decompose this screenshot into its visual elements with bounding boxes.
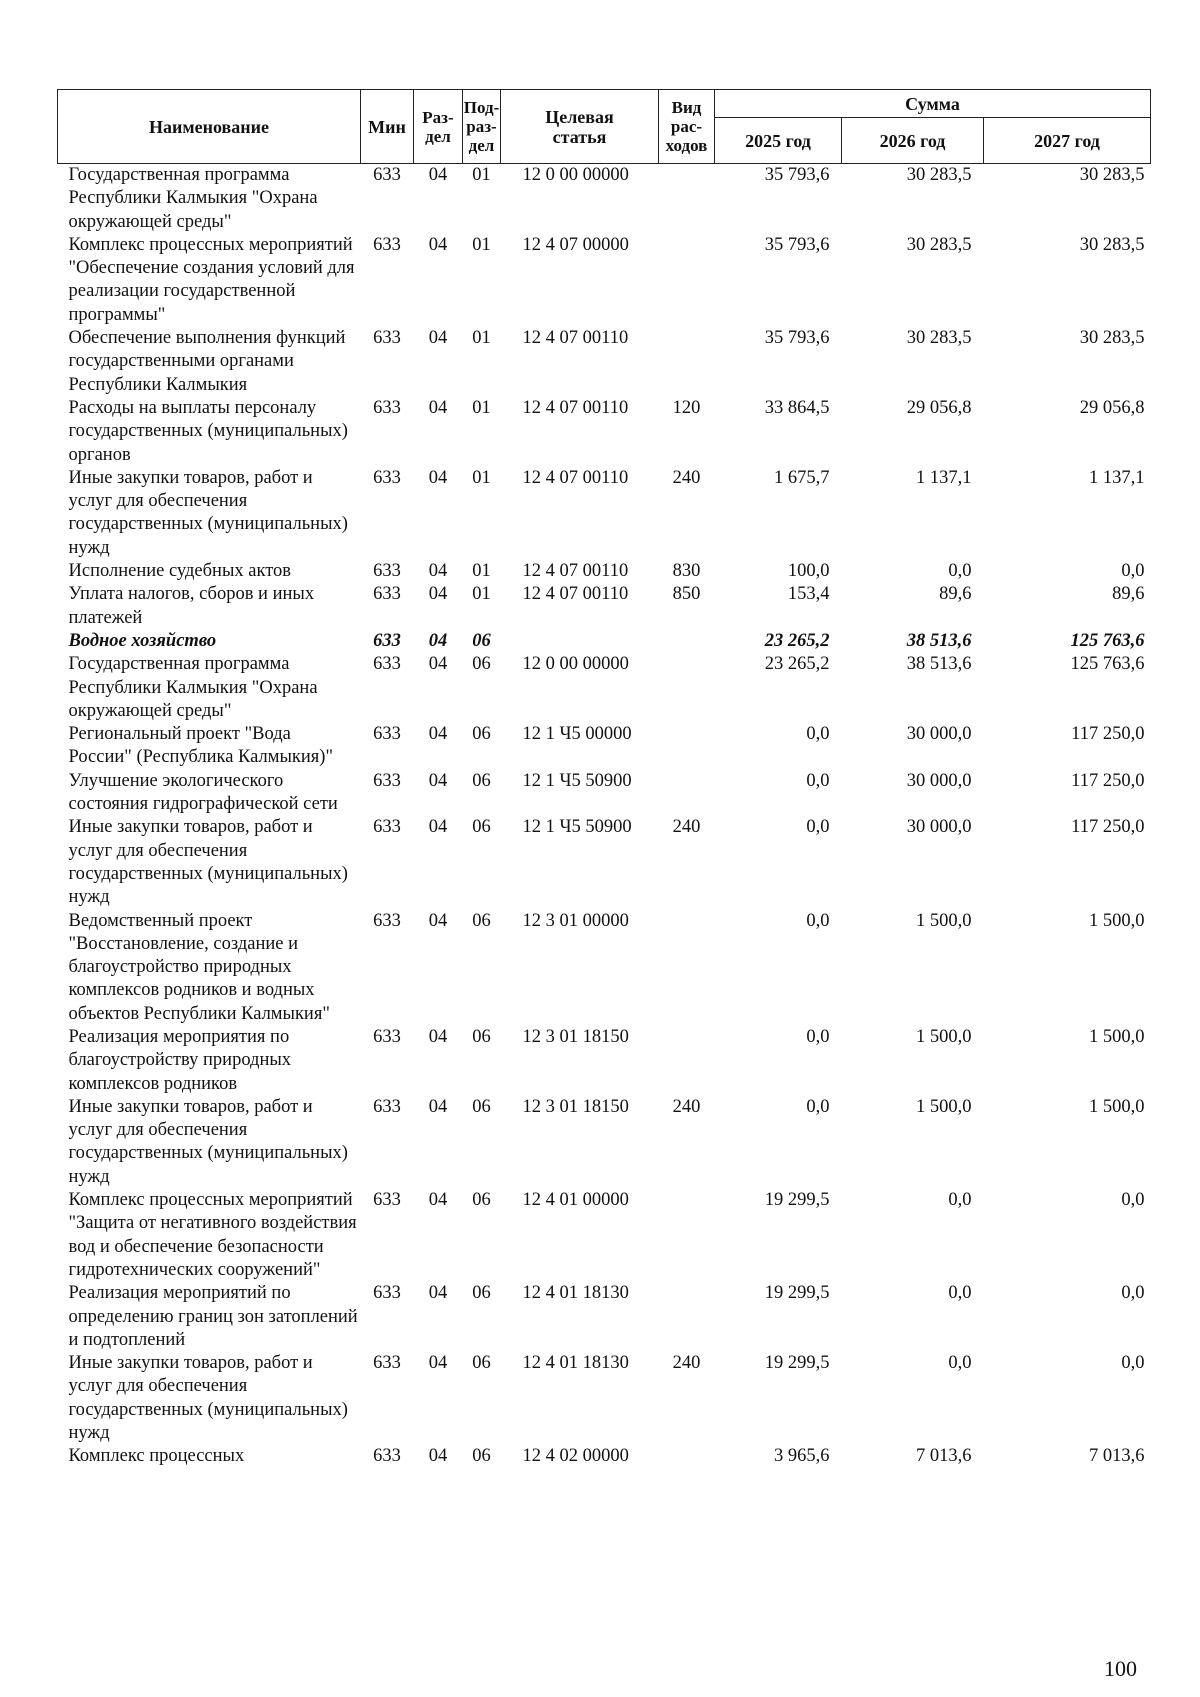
row-podrazdel: 01 bbox=[472, 584, 491, 605]
row-sum-2025: 0,0 bbox=[806, 817, 830, 838]
row-podrazdel: 01 bbox=[472, 165, 491, 185]
row-podrazdel: 06 bbox=[472, 1190, 491, 1211]
row-razdel: 04 bbox=[428, 397, 448, 418]
row-sum-2027: 1 137,1 bbox=[1089, 467, 1145, 488]
row-sum-2027: 125 763,6 bbox=[1070, 654, 1145, 675]
row-min: 633 bbox=[373, 328, 401, 349]
row-razdel: 04 bbox=[428, 910, 448, 931]
row-podrazdel: 06 bbox=[472, 1283, 491, 1304]
table-row bbox=[58, 467, 1151, 560]
header-2025: 2025 год bbox=[715, 118, 842, 164]
row-vid bbox=[659, 327, 715, 397]
row-sum-2025: 1 675,7 bbox=[774, 467, 830, 488]
row-podrazdel: 01 bbox=[472, 561, 491, 582]
row-celevaya: 12 0 00 00000 bbox=[522, 654, 629, 675]
row-min: 633 bbox=[373, 1026, 401, 1047]
row-sum-2026: 1 137,1 bbox=[916, 467, 972, 488]
row-sum-2027: 29 056,8 bbox=[1079, 397, 1145, 418]
row-sum-2027: 0,0 bbox=[1121, 1190, 1145, 1211]
row-razdel: 04 bbox=[428, 724, 448, 745]
table-row bbox=[58, 653, 1151, 723]
row-name: Комплекс процессных мероприятий "Защита от негативного воздействия вод и обеспечение безопасности гидротехнических сооружений" bbox=[68, 1190, 357, 1280]
header-summa: Сумма bbox=[715, 90, 1151, 118]
row-razdel: 04 bbox=[428, 1026, 448, 1047]
row-podrazdel: 06 bbox=[472, 910, 491, 931]
row-name: Расходы на выплаты персоналу государственных (муниципальных) органов bbox=[68, 397, 348, 465]
row-razdel: 04 bbox=[428, 328, 448, 349]
row-name: Реализация мероприятий по определению границ зон затоплений и подтоплений bbox=[68, 1283, 358, 1350]
header-2027: 2027 год bbox=[984, 118, 1151, 164]
row-celevaya: 12 1 Ч5 00000 bbox=[522, 724, 632, 745]
table-row bbox=[58, 164, 1151, 234]
row-podrazdel: 06 bbox=[472, 1353, 491, 1374]
row-min: 633 bbox=[373, 561, 401, 582]
row-sum-2027: 0,0 bbox=[1121, 1353, 1145, 1374]
page-number: 100 bbox=[1104, 1656, 1137, 1681]
row-sum-2026: 7 013,6 bbox=[916, 1446, 972, 1467]
row-sum-2026: 30 000,0 bbox=[906, 770, 972, 791]
row-celevaya: 12 4 01 18130 bbox=[522, 1283, 629, 1304]
row-sum-2026: 0,0 bbox=[948, 1283, 972, 1304]
row-celevaya: 12 4 07 00110 bbox=[522, 397, 629, 418]
row-podrazdel: 06 bbox=[472, 1026, 491, 1047]
row-sum-2025: 3 965,6 bbox=[774, 1446, 830, 1467]
row-sum-2027: 30 283,5 bbox=[1079, 165, 1145, 185]
row-sum-2026: 1 500,0 bbox=[916, 910, 972, 931]
row-razdel: 04 bbox=[428, 654, 448, 675]
header-razdel: Раз- дел bbox=[414, 90, 463, 164]
row-razdel: 04 bbox=[428, 817, 448, 838]
row-podrazdel: 01 bbox=[472, 467, 491, 488]
row-min: 633 bbox=[373, 724, 401, 745]
row-sum-2026: 29 056,8 bbox=[906, 397, 972, 418]
row-sum-2025: 35 793,6 bbox=[764, 165, 830, 185]
row-celevaya: 12 4 07 00110 bbox=[522, 328, 629, 349]
row-sum-2026: 0,0 bbox=[948, 1190, 972, 1211]
row-sum-2025: 19 299,5 bbox=[764, 1283, 830, 1304]
row-sum-2026: 30 000,0 bbox=[906, 724, 972, 745]
row-vid bbox=[659, 723, 715, 770]
table-row bbox=[58, 1096, 1151, 1189]
row-min: 633 bbox=[373, 654, 401, 675]
row-sum-2026: 89,6 bbox=[939, 584, 972, 605]
row-razdel: 04 bbox=[428, 770, 448, 791]
row-podrazdel: 06 bbox=[472, 770, 491, 791]
row-name: Государственная программа Республики Калмыкия "Охрана окружающей среды" bbox=[68, 654, 318, 721]
row-name: Государственная программа Республики Калмыкия "Охрана окружающей среды" bbox=[68, 165, 318, 232]
table-row bbox=[58, 770, 1151, 817]
row-sum-2026: 30 283,5 bbox=[906, 234, 972, 255]
row-sum-2025: 0,0 bbox=[806, 1026, 830, 1047]
row-celevaya: 12 4 02 00000 bbox=[522, 1446, 629, 1467]
row-min: 633 bbox=[373, 397, 401, 418]
row-min: 633 bbox=[373, 234, 401, 255]
budget-table-page bbox=[57, 89, 1150, 1469]
table-row bbox=[58, 560, 1151, 583]
row-celevaya: 12 1 Ч5 50900 bbox=[522, 770, 632, 791]
table-row bbox=[58, 1282, 1151, 1352]
row-podrazdel: 01 bbox=[472, 397, 491, 418]
row-razdel: 04 bbox=[428, 467, 448, 488]
row-sum-2027: 117 250,0 bbox=[1071, 724, 1145, 745]
row-name: Исполнение судебных актов bbox=[68, 561, 292, 582]
row-razdel: 04 bbox=[428, 561, 448, 582]
row-podrazdel: 06 bbox=[472, 1096, 491, 1117]
header-vid: Вид рас- ходов bbox=[659, 90, 715, 164]
row-sum-2027: 89,6 bbox=[1112, 584, 1145, 605]
row-sum-2026: 30 000,0 bbox=[906, 817, 972, 838]
row-sum-2027: 1 500,0 bbox=[1089, 1026, 1145, 1047]
row-vid: 240 bbox=[672, 467, 701, 488]
row-razdel: 04 bbox=[428, 630, 448, 651]
row-sum-2025: 0,0 bbox=[806, 770, 830, 791]
header-podrazdel: Под- раз- дел bbox=[463, 90, 501, 164]
row-sum-2025: 33 864,5 bbox=[764, 397, 830, 418]
row-vid: 240 bbox=[672, 1096, 701, 1117]
row-name: Улучшение экологического состояния гидрографической сети bbox=[68, 770, 338, 815]
row-razdel: 04 bbox=[428, 1353, 448, 1374]
row-razdel: 04 bbox=[428, 234, 448, 255]
budget-table bbox=[57, 89, 1151, 1469]
row-sum-2026: 0,0 bbox=[948, 561, 972, 582]
row-vid bbox=[659, 1026, 715, 1096]
row-vid bbox=[659, 234, 715, 327]
row-sum-2027: 1 500,0 bbox=[1089, 910, 1145, 931]
row-podrazdel: 06 bbox=[472, 1446, 491, 1467]
row-sum-2025: 0,0 bbox=[806, 724, 830, 745]
row-razdel: 04 bbox=[428, 165, 448, 185]
row-vid: 240 bbox=[672, 1353, 701, 1374]
row-sum-2027: 0,0 bbox=[1121, 1283, 1145, 1304]
row-sum-2025: 35 793,6 bbox=[764, 234, 830, 255]
row-min: 633 bbox=[373, 910, 401, 931]
row-name: Комплекс процессных bbox=[68, 1446, 245, 1467]
row-celevaya: 12 3 01 18150 bbox=[522, 1026, 629, 1047]
header-celevaya: Целевая статья bbox=[501, 90, 659, 164]
row-vid: 120 bbox=[672, 397, 701, 418]
row-min: 633 bbox=[373, 165, 401, 185]
row-sum-2025: 100,0 bbox=[787, 561, 830, 582]
row-min: 633 bbox=[373, 770, 401, 791]
row-min: 633 bbox=[373, 630, 401, 651]
row-celevaya: 12 4 07 00110 bbox=[522, 561, 629, 582]
row-name: Иные закупки товаров, работ и услуг для обеспечения государственных (муниципальных) нужд bbox=[68, 467, 348, 558]
row-sum-2026: 38 513,6 bbox=[906, 630, 972, 651]
row-vid bbox=[659, 910, 715, 1026]
row-podrazdel: 06 bbox=[472, 654, 491, 675]
row-celevaya: 12 4 07 00110 bbox=[522, 584, 629, 605]
row-podrazdel: 01 bbox=[472, 234, 491, 255]
row-name: Иные закупки товаров, работ и услуг для обеспечения государственных (муниципальных) нужд bbox=[68, 817, 348, 908]
row-sum-2027: 1 500,0 bbox=[1089, 1096, 1145, 1117]
row-sum-2027: 30 283,5 bbox=[1079, 328, 1145, 349]
row-sum-2026: 1 500,0 bbox=[916, 1096, 972, 1117]
row-celevaya: 12 1 Ч5 50900 bbox=[522, 817, 632, 838]
row-sum-2025: 35 793,6 bbox=[764, 328, 830, 349]
row-sum-2027: 30 283,5 bbox=[1079, 234, 1145, 255]
row-razdel: 04 bbox=[428, 584, 448, 605]
row-name: Региональный проект "Вода России" (Республика Калмыкия)" bbox=[68, 724, 334, 768]
row-vid: 240 bbox=[672, 817, 701, 838]
table-row bbox=[58, 1189, 1151, 1282]
row-razdel: 04 bbox=[428, 1096, 448, 1117]
row-name: Водное хозяйство bbox=[68, 630, 217, 651]
row-sum-2027: 7 013,6 bbox=[1089, 1446, 1145, 1467]
row-vid bbox=[659, 164, 715, 234]
row-sum-2026: 0,0 bbox=[948, 1353, 972, 1374]
row-celevaya: 12 3 01 18150 bbox=[522, 1096, 629, 1117]
row-vid: 830 bbox=[672, 561, 701, 582]
table-row bbox=[58, 1352, 1151, 1445]
row-celevaya: 12 3 01 00000 bbox=[522, 910, 629, 931]
row-celevaya bbox=[501, 630, 659, 653]
row-min: 633 bbox=[373, 584, 401, 605]
row-name: Иные закупки товаров, работ и услуг для обеспечения государственных (муниципальных) нужд bbox=[68, 1353, 348, 1444]
row-sum-2026: 30 283,5 bbox=[906, 165, 972, 185]
table-row bbox=[58, 234, 1151, 327]
row-sum-2025: 0,0 bbox=[806, 1096, 830, 1117]
table-row bbox=[58, 723, 1151, 770]
row-razdel: 04 bbox=[428, 1283, 448, 1304]
table-row bbox=[58, 327, 1151, 397]
row-vid bbox=[659, 1445, 715, 1468]
row-min: 633 bbox=[373, 467, 401, 488]
row-vid bbox=[659, 1189, 715, 1282]
row-min: 633 bbox=[373, 1446, 401, 1467]
row-sum-2025: 0,0 bbox=[806, 910, 830, 931]
row-celevaya: 12 0 00 00000 bbox=[522, 165, 629, 185]
header-min: Мин bbox=[361, 90, 414, 164]
row-razdel: 04 bbox=[428, 1190, 448, 1211]
row-sum-2026: 1 500,0 bbox=[916, 1026, 972, 1047]
table-header bbox=[58, 90, 1151, 164]
row-vid bbox=[659, 770, 715, 817]
table-body bbox=[58, 164, 1151, 1469]
row-min: 633 bbox=[373, 817, 401, 838]
row-name: Ведомственный проект "Восстановление, создание и благоустройство природных комплексов родников и водных объектов Республики Калмыкия" bbox=[68, 910, 330, 1024]
table-row bbox=[58, 397, 1151, 467]
row-sum-2025: 19 299,5 bbox=[764, 1190, 830, 1211]
row-sum-2025: 23 265,2 bbox=[764, 654, 830, 675]
header-name: Наименование bbox=[58, 90, 361, 164]
row-name: Обеспечение выполнения функций государственными органами Республики Калмыкия bbox=[68, 328, 346, 395]
row-min: 633 bbox=[373, 1283, 401, 1304]
row-min: 633 bbox=[373, 1353, 401, 1374]
row-sum-2027: 117 250,0 bbox=[1071, 770, 1145, 791]
row-vid: 850 bbox=[672, 584, 701, 605]
row-sum-2027: 125 763,6 bbox=[1070, 630, 1145, 651]
table-row bbox=[58, 1445, 1151, 1468]
row-sum-2027: 0,0 bbox=[1121, 561, 1145, 582]
table-row bbox=[58, 816, 1151, 909]
table-row bbox=[58, 583, 1151, 630]
row-sum-2025: 153,4 bbox=[787, 584, 830, 605]
row-sum-2025: 19 299,5 bbox=[764, 1353, 830, 1374]
row-vid bbox=[659, 630, 715, 653]
table-row bbox=[58, 630, 1151, 653]
row-sum-2025: 23 265,2 bbox=[764, 630, 830, 651]
table-row bbox=[58, 1026, 1151, 1096]
header-2026: 2026 год bbox=[842, 118, 984, 164]
row-name: Иные закупки товаров, работ и услуг для обеспечения государственных (муниципальных) нужд bbox=[68, 1096, 348, 1187]
row-razdel: 04 bbox=[428, 1446, 448, 1467]
row-sum-2026: 38 513,6 bbox=[906, 654, 972, 675]
row-min: 633 bbox=[373, 1190, 401, 1211]
row-sum-2027: 117 250,0 bbox=[1071, 817, 1145, 838]
table-row bbox=[58, 910, 1151, 1026]
row-name: Реализация мероприятия по благоустройству природных комплексов родников bbox=[68, 1026, 292, 1094]
row-vid bbox=[659, 1282, 715, 1352]
row-celevaya: 12 4 07 00000 bbox=[522, 234, 629, 255]
row-name: Комплекс процессных мероприятий "Обеспечение создания условий для реализации государственной программы" bbox=[68, 234, 355, 325]
row-podrazdel: 01 bbox=[472, 328, 491, 349]
row-podrazdel: 06 bbox=[472, 724, 491, 745]
row-podrazdel: 06 bbox=[472, 817, 491, 838]
row-celevaya: 12 4 07 00110 bbox=[522, 467, 629, 488]
row-sum-2026: 30 283,5 bbox=[906, 328, 972, 349]
row-vid bbox=[659, 653, 715, 723]
row-celevaya: 12 4 01 18130 bbox=[522, 1353, 629, 1374]
row-celevaya: 12 4 01 00000 bbox=[522, 1190, 629, 1211]
row-min: 633 bbox=[373, 1096, 401, 1117]
row-name: Уплата налогов, сборов и иных платежей bbox=[68, 584, 315, 628]
row-podrazdel: 06 bbox=[472, 630, 491, 651]
